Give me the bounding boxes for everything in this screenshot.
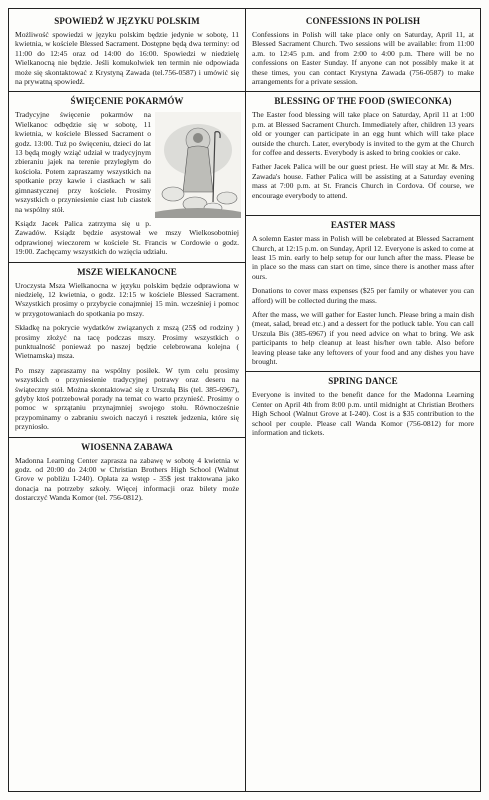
section-divider xyxy=(246,371,480,372)
section-heading-zabawa: WIOSENNA ZABAWA xyxy=(81,441,173,452)
section-heading-swiecenie: ŚWIĘCENIE POKARMÓW xyxy=(70,96,184,107)
paragraph: Składkę na pokrycie wydatków związanych z mszą (25$ od rodziny ) prosimy złożyć na tacę podczas mszy. Prosimy wszystkich o punktualność ponieważ po naszej będzie celebrowana kolejna ( Wietnamska) msza. xyxy=(15,323,239,361)
section-divider xyxy=(246,91,480,92)
bulletin-page xyxy=(8,8,481,792)
paragraph: Donations to cover mass expenses ($25 per family or whatever you can afford) will be collected during the mass. xyxy=(252,286,474,305)
section-divider xyxy=(9,437,245,438)
paragraph: Po mszy zapraszamy na wspólny posiłek. W tym celu prosimy wszystkich o przyniesienie tradycyjnej potrawy oraz deseru na świąteczny stół. Można skontaktować się z Urszulą Bis (tel. 385-6967), gdyby ktoś potrzebował porady na temat co warto przynieść. Prosimy o pomoc w sprzątaniu przynajmniej swojego stołu. Równocześnie przypominamy o zabraniu swoich naczyń i resztek jedzenia, które się przyniosło. xyxy=(15,365,239,432)
paragraph: Tradycyjne święcenie pokarmów na Wielkanoc odbędzie się w sobotę, 11 kwietnia, w kościele Blessed Sacrament o godz. 13:00. Tuż po święceniu, dzieci do lat 13 będą mogły wziąć udział w tradycyjnym zbieraniu jajek na terenie przyległym do kościoła. Potem zapraszamy wszystkich na spotkanie przy kawie i ciastkach w sali gimnastycznej przy kościele. Prosimy wszystkich o przyniesienie ciast lub ciastek na wspólny stół. xyxy=(15,110,151,214)
section-divider xyxy=(9,262,245,263)
paragraph: Father Jacek Palica will be our guest priest. He will stay at Mr. & Mrs. Zawada's house. Father Palica will be assisting at a Saturday evening mass at 7:00 p.m. at St. Francis Church in Cordova. Of course, we encourage everybody to attend. xyxy=(252,162,474,200)
section-divider xyxy=(246,215,480,216)
paragraph: Everyone is invited to the benefit dance for the Madonna Learning Center on April 4th from 8:00 p.m. until midnight at Christian Brothers High School (Walnut Grove at I-240). Cost is a $35 contribution to the school per couple. Please call Wanda Komor (756-0812) for more information and tickets. xyxy=(252,390,474,437)
paragraph: After the mass, we will gather for Easter lunch. Please bring a main dish (meat, salad, bread etc.) and a dessert for the potluck table. You can call Urszula Bis (385-6967) if you need advice on what to bring. We ask participants to help cleanup at least his/her own table. Also before leaving please take any leftovers of your food and any dishes you have brought. xyxy=(252,309,474,366)
section-heading-easter-mass: EASTER MASS xyxy=(330,220,396,231)
shepherd-illustration xyxy=(155,112,241,218)
paragraph: Ksiądz Jacek Palica zatrzyma się u p. Zawadów. Ksiądz będzie asystował we mszy Wielkosobotniej odprawionej wieczorem w kościele St. Francis w Cordowie o godz. 19:00. Zachęcamy wszystkich do wzięcia udziału. xyxy=(15,218,239,257)
section-heading-msze: MSZE WIELKANOCNE xyxy=(77,266,177,277)
section-heading-blessing: BLESSING OF THE FOOD (SWIECONKA) xyxy=(274,96,452,107)
paragraph: Możliwość spowiedzi w języku polskim będzie jedynie w sobotę, 11 kwietnia, w kościele Blessed Sacrament. Dostępne będą dwa terminy: od 11:00 do 12:45 oraz od 14:00 do 16:00. Spowiedzi w niedzielę Wielkanocną nie będzie. Jeśli komukolwiek ten termin nie odpowiada może się skontaktować z Krystyną Zawada (tel.756-0587) i umówić się na prywatną spowiedź. xyxy=(15,30,239,87)
paragraph: Confessions in Polish will take place only on Saturday, April 11, at Blessed Sacrament Church. Two sessions will be available: from 11:00 a.m. to 12:45 p.m. and from 2:00 to 4:00 p.m. There will be no confessions on Easter Sunday. If anyone can not possibly make it at these times, you can contact Krystyna Zawada (756-0587) to make arrangements for a private session. xyxy=(252,30,474,87)
section-heading-confessions: CONFESSIONS IN POLISH xyxy=(305,16,421,26)
section-divider xyxy=(9,91,245,92)
paragraph: The Easter food blessing will take place on Saturday, April 11 at 1:00 p.m. at Blessed Sacrament Church. Immediately after, children 13 years old or younger can participate in an egg hunt which will take place outside the church. Later, everybody is invited to the gym at the Church for coffee and desserts. Everybody is asked to bring cookies or cake. xyxy=(252,110,474,158)
paragraph: A solemn Easter mass in Polish will be celebrated at Blessed Sacrament Church, at 12:15 p.m. on Sunday, April 12. Everyone is asked to come at least 15 min. early to help setup for our lunch after the mass. Please be in place so the mass can start on time, since there is another mass after ours. xyxy=(252,234,474,281)
english-column xyxy=(246,9,480,791)
section-heading-spowiedz: SPOWIEDŹ W JĘZYKU POLSKIM xyxy=(54,16,200,26)
polish-column xyxy=(9,9,245,791)
paragraph: Madonna Learning Center zaprasza na zabawę w sobotę 4 kwietnia w godz. od 20:00 do 24:00 w Christian Brothers High School (Walnut Grove w pobliżu I-240). Opłata za wstęp - 35$ jest traktowana jako donacja na potrzeby szkoły. Więcej informacji oraz bilety może dostarczyć Wanda Komor (tel. 756-0812). xyxy=(15,455,239,503)
jesus-shepherd-image xyxy=(155,112,241,218)
section-heading-spring-dance: SPRING DANCE xyxy=(328,376,398,387)
paragraph: Uroczysta Msza Wielkanocna w języku polskim będzie odprawiona w niedzielę, 12 kwietnia, o godz. 12:15 w kościele Blessed Sacrament. Wszystkich prosimy o przybycie conajmniej 15 min. wcześniej i pomoc w przygotowaniach do spotkania po mszy. xyxy=(15,280,239,318)
